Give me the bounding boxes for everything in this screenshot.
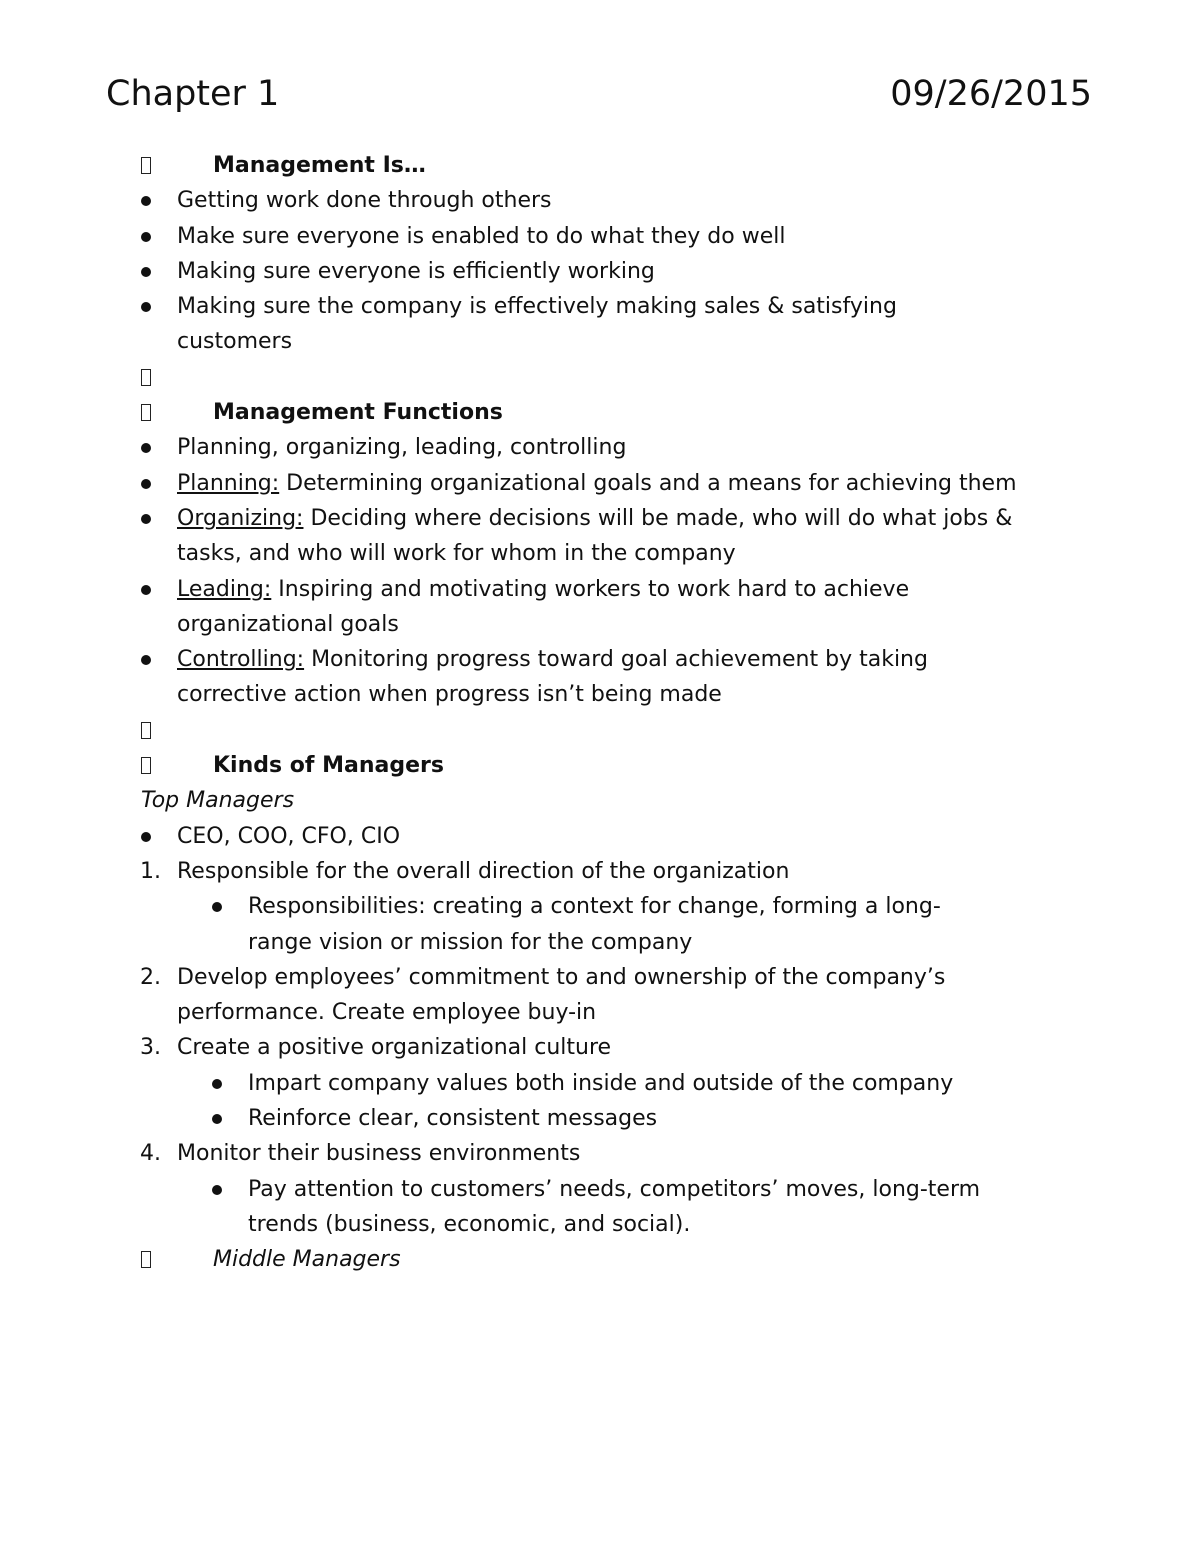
list-item: Getting work done through others xyxy=(0,183,1200,218)
empty-marker-line xyxy=(0,360,1200,395)
bullet-dot-icon xyxy=(212,1114,222,1124)
bullet-dot-icon xyxy=(141,585,151,595)
sub-list-item: Responsibilities: creating a context for change, forming a long-range vision or mission for the company xyxy=(0,889,1200,960)
bullet-dot-icon xyxy=(212,1185,222,1195)
sub-list-item: Pay attention to customers’ needs, competitors’ moves, long-term trends (business, economic, and social). xyxy=(0,1172,1200,1243)
definition-item-leading xyxy=(0,572,1200,643)
numbered-item: 2. Develop employees’ commitment to and ownership of the company’s performance. Create employee buy-in xyxy=(0,960,1200,1031)
section-heading-kinds-of-managers: Kinds of Managers xyxy=(0,748,1200,783)
section-heading-management-is: Management Is… xyxy=(0,148,1200,183)
missing-glyph-box-icon xyxy=(141,722,151,739)
term-label: Planning: xyxy=(177,470,280,496)
bullet-dot-icon xyxy=(141,196,151,206)
subheading-middle-managers: Middle Managers xyxy=(0,1242,1200,1277)
numbered-item: 1. Responsible for the overall direction of the organization xyxy=(0,854,1200,889)
missing-glyph-box-icon xyxy=(141,757,151,774)
item-number: 4. xyxy=(140,1141,161,1167)
page-title: Chapter 1 xyxy=(106,74,280,114)
list-item: Make sure everyone is enabled to do what they do well xyxy=(0,219,1200,254)
numbered-item: 4. Monitor their business environments xyxy=(0,1136,1200,1171)
bullet-dot-icon xyxy=(141,302,151,312)
list-item: Making sure everyone is efficiently working xyxy=(0,254,1200,289)
page-date: 09/26/2015 xyxy=(890,74,1092,114)
list-item: Planning, organizing, leading, controlling xyxy=(0,430,1200,465)
empty-marker-line xyxy=(0,713,1200,748)
definition-item-controlling xyxy=(0,642,1200,713)
bullet-dot-icon xyxy=(141,832,151,842)
section-heading-management-functions: Management Functions xyxy=(0,395,1200,430)
item-number: 1. xyxy=(140,858,161,884)
item-number: 2. xyxy=(140,964,161,990)
bullet-dot-icon xyxy=(141,479,151,489)
sub-list-item: Reinforce clear, consistent messages xyxy=(0,1101,1200,1136)
missing-glyph-box-icon xyxy=(141,157,151,174)
numbered-item: 3. Create a positive organizational culture xyxy=(0,1030,1200,1065)
missing-glyph-box-icon xyxy=(141,404,151,421)
list-item: Making sure the company is effectively making sales & satisfying customers xyxy=(0,289,1200,360)
term-definition: Deciding where decisions will be made, who will do what jobs & tasks, and who will work for whom in the company xyxy=(177,505,1013,567)
subheading-top-managers: Top Managers xyxy=(141,788,295,814)
term-definition: Determining organizational goals and a means for achieving them xyxy=(279,470,1017,496)
term-definition: Monitoring progress toward goal achievement by taking corrective action when progress isn’t being made xyxy=(177,647,928,708)
sub-list-item: Impart company values both inside and outside of the company xyxy=(0,1066,1200,1101)
missing-glyph-box-icon xyxy=(141,369,151,386)
bullet-dot-icon xyxy=(212,902,222,912)
list-item: CEO, COO, CFO, CIO xyxy=(0,819,1200,854)
term-label: Organizing: xyxy=(177,505,304,531)
bullet-dot-icon xyxy=(141,655,151,665)
term-label: Leading: xyxy=(177,576,272,602)
missing-glyph-box-icon xyxy=(141,1251,151,1268)
bullet-dot-icon xyxy=(141,232,151,242)
item-number: 3. xyxy=(140,1035,161,1061)
bullet-dot-icon xyxy=(141,443,151,453)
term-label: Controlling: xyxy=(177,647,305,673)
definition-item-organizing xyxy=(0,501,1200,572)
bullet-dot-icon xyxy=(212,1079,222,1089)
bullet-dot-icon xyxy=(141,267,151,277)
bullet-dot-icon xyxy=(141,514,151,524)
notes-body xyxy=(0,148,1200,1278)
definition-item-planning xyxy=(0,466,1200,501)
term-definition: Inspiring and motivating workers to work hard to achieve organizational goals xyxy=(177,576,910,637)
